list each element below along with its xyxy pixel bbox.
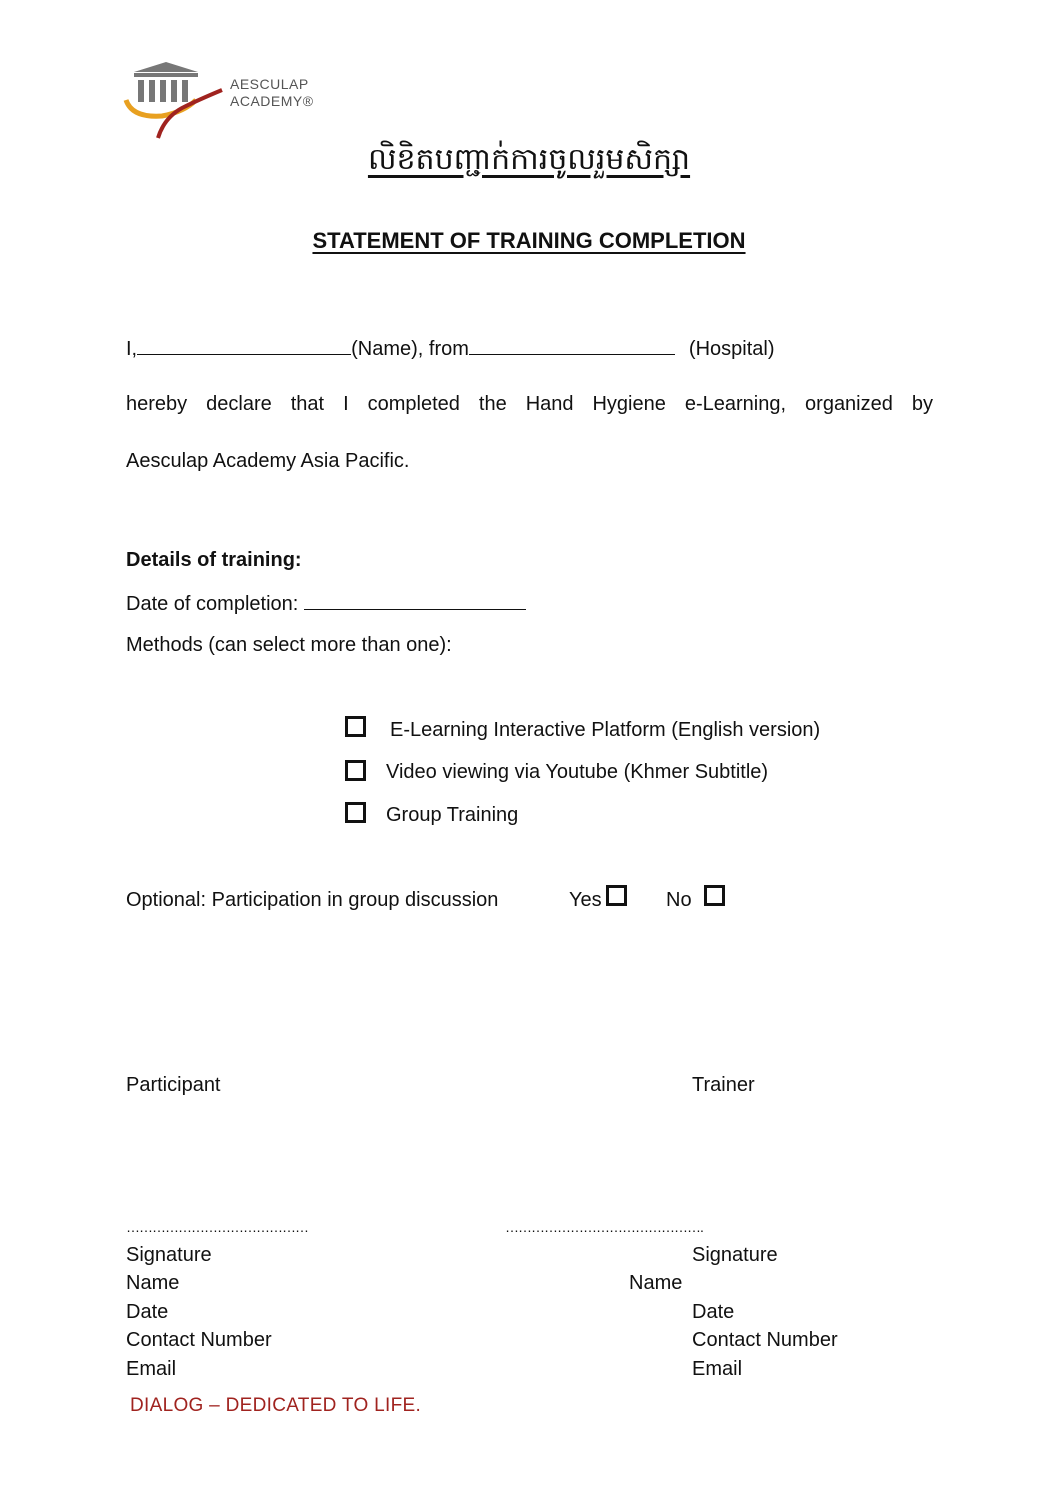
aesculap-academy-logo: [122, 60, 322, 142]
temple-icon: [122, 60, 230, 142]
hospital-blank[interactable]: [469, 336, 675, 355]
declaration-line-2: hereby declare that I completed the Hand Hygiene e-Learning, organized by: [126, 393, 933, 415]
method-checkbox-elearning[interactable]: [345, 716, 366, 737]
document-title: STATEMENT OF TRAINING COMPLETION: [312, 228, 746, 253]
khmer-title: លិខិតបញ្ជាក់ការចូលរួមសិក្សា: [367, 142, 691, 177]
date-blank[interactable]: [304, 591, 526, 610]
details-heading: Details of training:: [126, 549, 302, 571]
method-checkbox-group[interactable]: [345, 802, 366, 823]
no-label: No: [666, 889, 692, 911]
trainer-signature-line[interactable]: ……………………………………….: [505, 1219, 703, 1235]
yes-label: Yes: [569, 889, 602, 911]
method-checkbox-video[interactable]: [345, 760, 366, 781]
footer-slogan: DIALOG – DEDICATED TO LIFE.: [130, 1395, 422, 1416]
logo-line-2: ACADEMY®: [230, 93, 314, 109]
trainer-name-label: Name: [629, 1272, 683, 1294]
method-label-group: Group Training: [386, 804, 519, 826]
trainer-signature-label: Signature: [692, 1244, 778, 1266]
optional-label: Optional: Participation in group discussion: [126, 889, 499, 911]
trainer-email-label: Email: [692, 1358, 743, 1380]
participant-signature-line[interactable]: ……………………………………: [126, 1219, 308, 1235]
trainer-contact-label: Contact Number: [692, 1329, 838, 1351]
no-checkbox[interactable]: [704, 885, 725, 906]
participant-heading: Participant: [126, 1074, 221, 1096]
date-of-completion-row: Date of completion:: [126, 591, 526, 616]
name-blank[interactable]: [137, 336, 351, 355]
method-label-elearning: E-Learning Interactive Platform (English version): [390, 719, 821, 741]
participant-date-label: Date: [126, 1301, 169, 1323]
method-label-video: Video viewing via Youtube (Khmer Subtitle): [386, 761, 769, 783]
trainer-date-label: Date: [692, 1301, 735, 1323]
participant-name-label: Name: [126, 1272, 180, 1294]
yes-checkbox[interactable]: [606, 885, 627, 906]
declaration-line-1: I, (Name), from (Hospital): [126, 338, 775, 360]
participant-email-label: Email: [126, 1358, 177, 1380]
participant-signature-label: Signature: [126, 1244, 212, 1266]
logo-line-1: AESCULAP: [230, 76, 309, 92]
methods-label: Methods (can select more than one):: [126, 634, 452, 656]
trainer-heading: Trainer: [692, 1074, 755, 1096]
participant-contact-label: Contact Number: [126, 1329, 272, 1351]
declaration-line-3: Aesculap Academy Asia Pacific.: [126, 450, 410, 472]
